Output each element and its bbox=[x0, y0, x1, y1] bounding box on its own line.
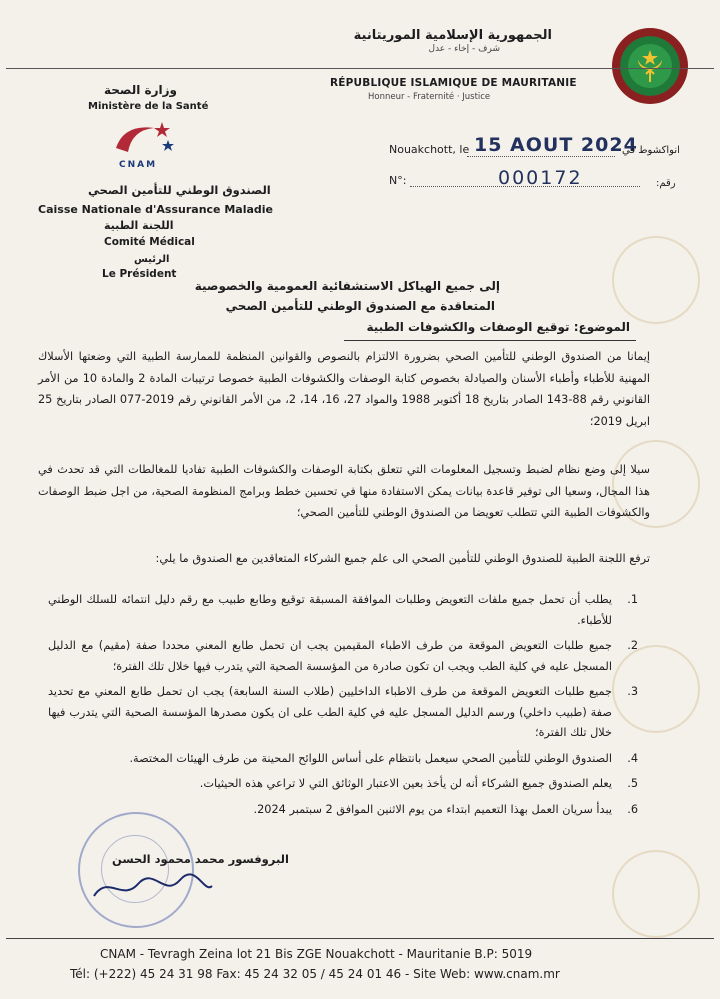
footer-contact: Tél: (+222) 45 24 31 98 Fax: 45 24 32 05 / 45 24 01 46 - Site Web: www.cnam.mr bbox=[70, 967, 560, 981]
signatory-name: البروفسور محمد محمود الحسن bbox=[112, 852, 289, 866]
header-divider bbox=[6, 68, 714, 69]
list-item-text: جميع طلبات التعويض الموقعة من طرف الاطباء المقيمين يجب ان تحمل طابع المعني محددا صفة (مقيم) مع الدليل المسجل عليه في كلية الطب ويجب ان تكون صادرة من المؤسسة الصحية التي يتدرب فيها خلال تلك الفترة؛ bbox=[48, 639, 612, 673]
body-paragraph-1: إيمانا من الصندوق الوطني للتأمين الصحي بضرورة الالتزام بالنصوص والقوانين المنظمة للممارسة الطبية التي وضعتها الأسلاك المهنية للأطباء وأطباء الأسنان والصيادلة بخصوص كتابة الوصفات والكشوفات الطبية خصوصا ترتيبات المادة 2 والمادة 10 من الأمر القانوني رقم 88-143 الصادر بتاريخ 18 أكتوبر 1988 والمواد 27، 16، 14، 2، من الأمر القانوني رقم 2019-077 الصادر بتاريخ 25 ابريل 2019؛ bbox=[38, 350, 651, 428]
government-motto-french: Honneur - Fraternité · Justice bbox=[368, 92, 491, 102]
date-dotted-line bbox=[467, 156, 615, 157]
list-item-number: 6. bbox=[627, 802, 638, 816]
government-name-arabic: الجمهورية الإسلامية الموريتانية bbox=[353, 28, 552, 43]
list-item-text: يبدأ سريان العمل بهذا التعميم ابتداء من يوم الاثنين الموافق 2 سبتمبر 2024. bbox=[253, 802, 612, 816]
ministry-arabic: وزارة الصحة bbox=[104, 83, 178, 97]
date-label-french: Nouakchott, le bbox=[389, 143, 470, 156]
body-paragraph-3: ترفع اللجنة الطبية للصندوق الوطني للتأمين الصحي الى علم جميع الشركاء المتعاقدين مع الصندوق ما يلي: bbox=[155, 552, 650, 565]
organization-arabic: الصندوق الوطني للتأمين الصحي bbox=[88, 183, 271, 197]
body-paragraph-2: سيلا إلى وضع نظام لضبط وتسجيل المعلومات التي تتعلق بكتابة الوصفات والكشوفات الطبية تفاديا للمغالطات التي قد تحدث في هذا المجال، وسعيا الى توفير قاعدة بيانات يمكن الاستفادة منها في تحسين خطط وبرامج المنظومة الصحية، من اجل ضبط الوصفات والكشوفات الطبية التي تتطلب تعويضا من الصندوق الوطني للتأمين الصحي؛ bbox=[38, 463, 650, 519]
number-dotted-line bbox=[410, 186, 640, 187]
list-item-number: 5. bbox=[627, 777, 638, 790]
list-item-number: 2. bbox=[627, 639, 638, 652]
list-item-text: جميع طلبات التعويض الموقعة من طرف الاطباء الداخليين (طلاب السنة السابعة) يجب ان تحمل طابع المعني مع تحديد صفة (طبيب داخلي) ورسم الدليل المسجل عليه في كلية الطب على ان يكون مصدرها المؤسسة الصحية التي يتدرب فيها خلال تلك الفترة؛ bbox=[48, 685, 612, 739]
government-motto-arabic: شرف - إخاء - عدل bbox=[428, 44, 500, 54]
emblem-center bbox=[628, 44, 672, 88]
reference-number: 000172 bbox=[498, 167, 583, 189]
list-item-number: 1. bbox=[627, 593, 638, 606]
government-name-french: RÉPUBLIQUE ISLAMIQUE DE MAURITANIE bbox=[330, 77, 577, 89]
list-item bbox=[48, 590, 638, 631]
subject-underline bbox=[344, 340, 636, 341]
president-french: Le Président bbox=[102, 268, 177, 280]
watermark-seal bbox=[612, 236, 700, 324]
ministry-french: Ministère de la Santé bbox=[88, 101, 209, 112]
footer-divider bbox=[6, 938, 714, 939]
date-label-arabic: انواكشوط في bbox=[622, 145, 680, 156]
list-item bbox=[48, 682, 638, 744]
cnam-logo-text: CNAM bbox=[119, 160, 158, 170]
footer-address: CNAM - Tevragh Zeina lot 21 Bis ZGE Nouakchott - Mauritanie B.P: 5019 bbox=[100, 947, 533, 961]
number-label-french: N°: bbox=[389, 174, 407, 187]
list-item bbox=[48, 636, 638, 677]
crescent-star-icon bbox=[628, 44, 672, 88]
committee-arabic: اللجنة الطبية bbox=[104, 219, 174, 232]
president-arabic: الرئيس bbox=[134, 254, 170, 265]
addressee-line-2: المتعاقدة مع الصندوق الوطني للتأمين الصحي bbox=[225, 299, 495, 313]
list-item-number: 3. bbox=[627, 685, 638, 698]
organization-french: Caisse Nationale d'Assurance Maladie bbox=[38, 203, 274, 216]
watermark-seal bbox=[612, 850, 700, 938]
handwritten-signature bbox=[88, 868, 218, 908]
addressee-line-1: إلى جميع الهياكل الاستشفائية العمومية والخصوصية bbox=[194, 279, 500, 293]
list-item bbox=[48, 749, 638, 770]
list-item-text: يعلم الصندوق جميع الشركاء أنه لن يأخذ بعين الاعتبار الوثائق التي لا تراعي هذه الحيثيات. bbox=[199, 777, 612, 790]
list-item-text: يطلب أن تحمل جميع ملفات التعويض وطلبات الموافقة المسبقة توقيع وطابع طبيب مع رقم دليل انتمائه للسلك الوطني للأطباء. bbox=[48, 593, 612, 627]
committee-french: Comité Médical bbox=[104, 236, 195, 248]
list-item-number: 4. bbox=[627, 751, 638, 765]
list-item-text: الصندوق الوطني للتأمين الصحي سيعمل بانتظام على أساس اللوائح المحينة من طرف الهيئات المختصة. bbox=[129, 751, 612, 765]
numbered-list bbox=[48, 590, 638, 825]
list-item bbox=[48, 774, 638, 795]
number-label-arabic: رقم: bbox=[656, 178, 676, 189]
date-stamp: 15 AOUT 2024 bbox=[474, 134, 638, 156]
subject-line: الموضوع: توقيع الوصفات والكشوفات الطبية bbox=[366, 320, 630, 334]
